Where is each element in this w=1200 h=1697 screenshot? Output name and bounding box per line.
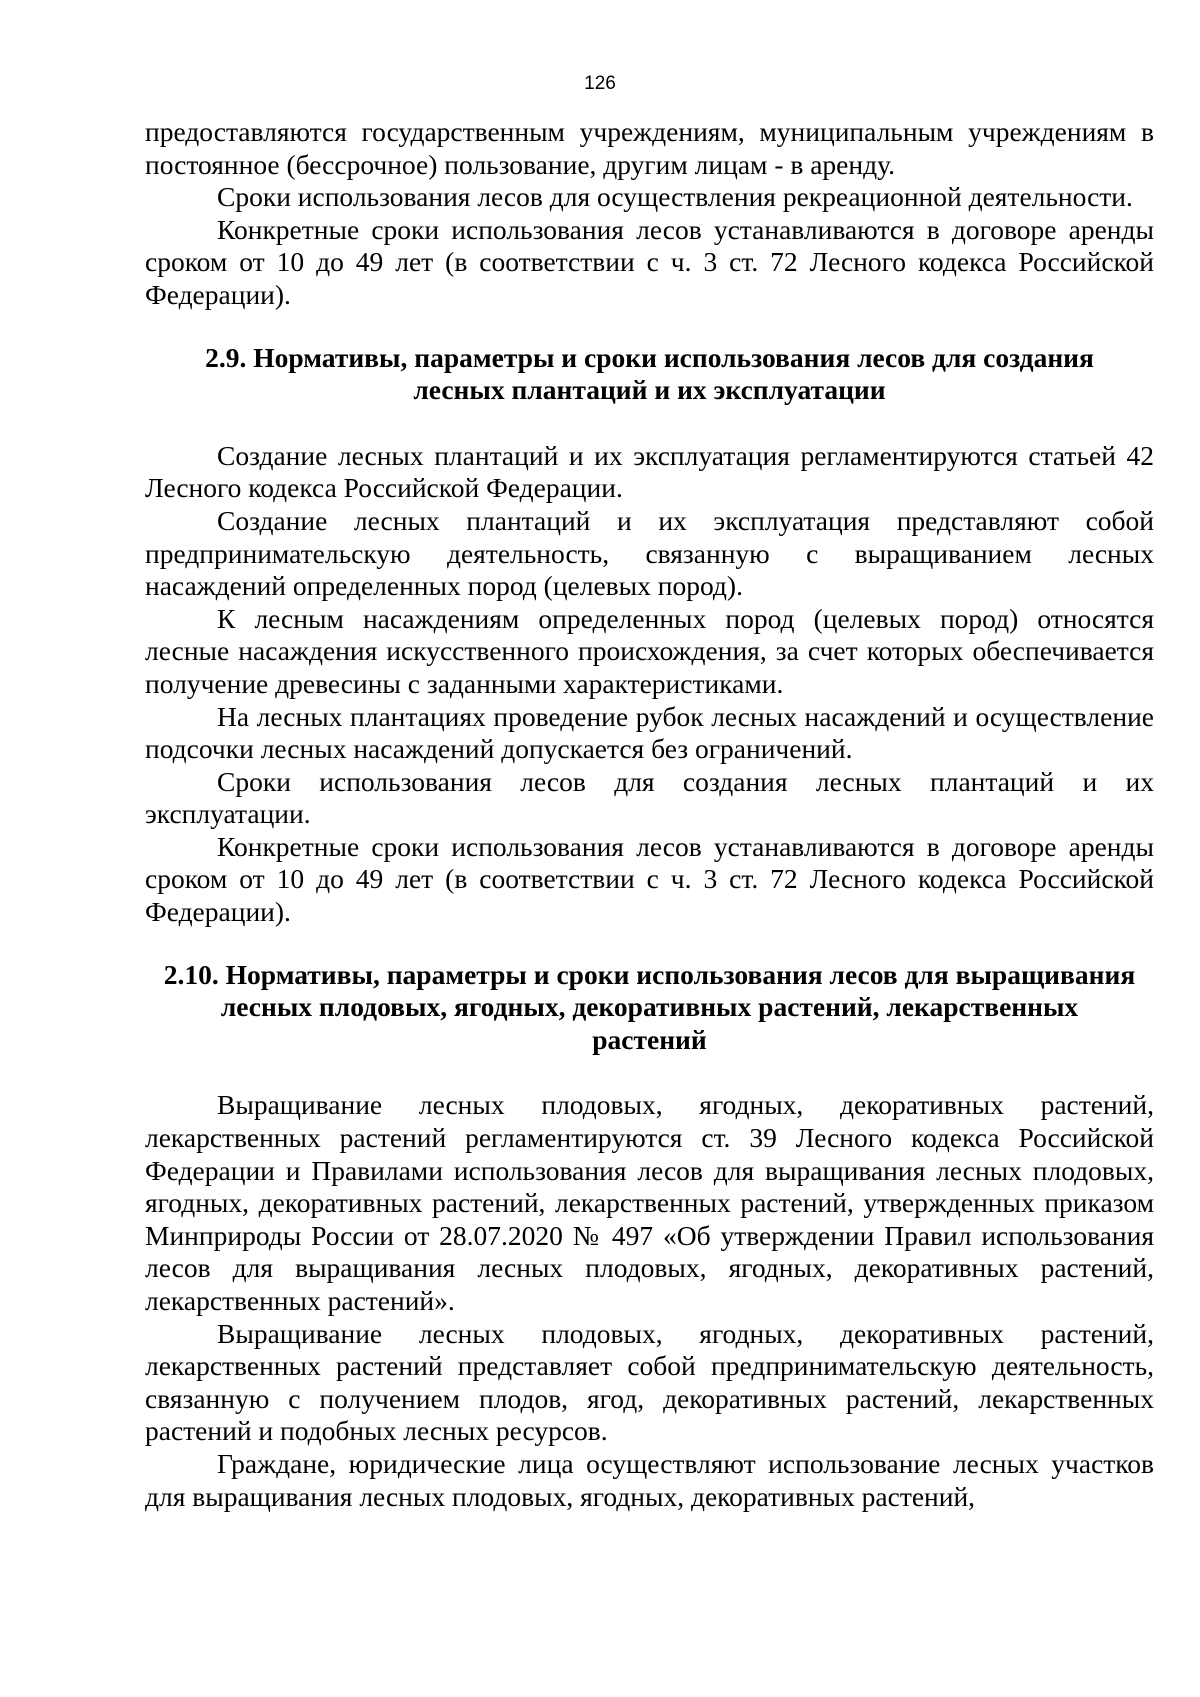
section-2-10-paragraph: Граждане, юридические лица осуществляют использование лесных участков для выращивания лесных плодовых, ягодных, декоративных растений,: [145, 1447, 1154, 1512]
section-2-9-paragraph: Сроки использования лесов для создания лесных плантаций и их эксплуатации.: [145, 765, 1154, 830]
page-number: 126: [584, 73, 616, 94]
section-heading-2-10-line1: 2.10. Нормативы, параметры и сроки использования лесов для выращивания: [163, 958, 1136, 990]
section-2-10-paragraph: Выращивание лесных плодовых, ягодных, декоративных растений, лекарственных растений представляет собой предпринимательскую деятельность, связанную с получением плодов, ягод, декоративных растений, лекарственных растений и подобных лесных ресурсов.: [145, 1317, 1154, 1447]
section-2-9-paragraph: К лесным насаждениям определенных пород (целевых пород) относятся лесные насаждения искусственного происхождения, за счет которых обеспечивается получение древесины с заданными характеристиками.: [145, 602, 1154, 699]
section-heading-2-10-line2: лесных плодовых, ягодных, декоративных растений, лекарственных: [220, 991, 1079, 1023]
section-heading-2-10-line3: растений: [592, 1023, 707, 1055]
section-heading-2-9-line2: лесных плантаций и их эксплуатации: [413, 374, 886, 406]
section-heading-2-10: [145, 959, 1154, 1057]
section-2-9-paragraph: Конкретные сроки использования лесов устанавливаются в договоре аренды сроком от 10 до 49 лет (в соответствии с ч. 3 ст. 72 Лесного кодекса Российской Федерации).: [145, 830, 1154, 928]
paragraph-continued: предоставляются государственным учреждениям, муниципальным учреждениям в постоянное (бессрочное) пользование, другим лицам - в аренду.: [145, 116, 1154, 180]
section-heading-2-9-line1: 2.9. Нормативы, параметры и сроки использования лесов для создания: [205, 341, 1094, 373]
section-2-9-paragraph: Создание лесных плантаций и их эксплуатация представляют собой предпринимательскую деятельность, связанную с выращиванием лесных насаждений определенных пород (целевых пород).: [145, 504, 1154, 602]
section-heading-2-9: [145, 342, 1154, 407]
section-2-10-paragraph: Выращивание лесных плодовых, ягодных, декоративных растений, лекарственных растений регламентируются ст. 39 Лесного кодекса Российской Федерации и Правилами использования лесов для выращивания лесных плодовых, ягодных, декоративных растений, лекарственных растений, утвержденных приказом Минприроды России от 28.07.2020 № 497 «Об утверждении Правил использования лесов для выращивания лесных плодовых, ягодных, декоративных растений, лекарственных растений».: [145, 1089, 1154, 1316]
section-2-9-paragraph: Создание лесных плантаций и их эксплуатация регламентируются статьей 42 Лесного кодекса Российской Федерации.: [145, 439, 1154, 504]
paragraph-recreation-terms: Сроки использования лесов для осуществления рекреационной деятельности.: [217, 181, 1133, 213]
paragraph-lease-terms: Конкретные сроки использования лесов устанавливаются в договоре аренды сроком от 10 до 49 лет (в соответствии с ч. 3 ст. 72 Лесного кодекса Российской Федерации).: [145, 213, 1154, 310]
section-2-9-paragraph: На лесных плантациях проведение рубок лесных насаждений и осуществление подсочки лесных насаждений допускается без ограничений.: [145, 700, 1154, 765]
page-content: [145, 116, 1154, 1513]
